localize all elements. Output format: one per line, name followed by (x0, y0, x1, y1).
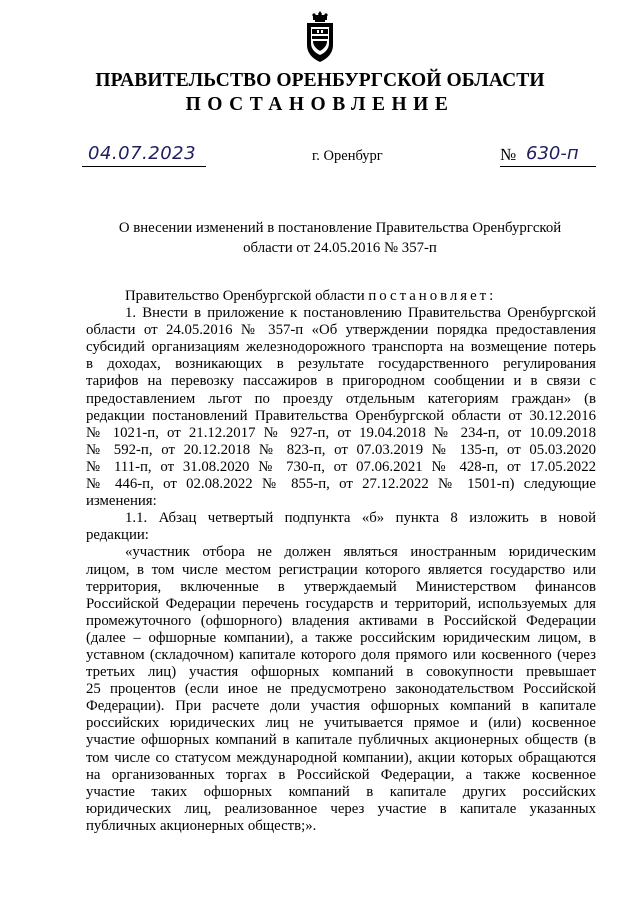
quote-line: третьих лиц) участия офшорных компаний в совокупности превышает (86, 664, 596, 681)
document-body (86, 288, 596, 835)
document-number: 630-п (526, 143, 579, 164)
preamble (86, 288, 596, 305)
document-date-field (82, 143, 206, 167)
quote-line: промежуточного (офшорного) владения активами в Российской Федерации (86, 612, 596, 629)
document-type-title: ПОСТАНОВЛЕНИЕ (185, 94, 455, 115)
paragraph-line: редакции постановлений Правительства Оренбургской области от 30.12.2016 (86, 407, 596, 424)
paragraph-line: тарифов на перевозку пассажиров в пригородном сообщении и в связи с (86, 373, 596, 390)
city-label: г. Оренбург (312, 148, 383, 164)
quote-line: Российской Федерации перечень государств и территорий, используемых для (86, 595, 596, 612)
paragraph-line: № 1021-п, от 21.12.2017 № 927-п, от 19.04.2018 № 234-п, от 10.09.2018 (86, 424, 596, 441)
quote-line: российских юридических лиц не учитывается прямое и (или) косвенное (86, 715, 596, 732)
quote-line: территория, включенные в утверждаемый Министерством финансов (86, 578, 596, 595)
paragraph-line: 1. Внести в приложение к постановлению Правительства Оренбургской (125, 305, 596, 322)
number-underline (500, 166, 596, 167)
quote-line: юридических лиц, реализованное через участие в капитале указанных (86, 800, 596, 817)
document-date: 04.07.2023 (88, 143, 197, 164)
paragraph-line: № 592-п, от 20.12.2018 № 823-п, от 07.03.2019 № 135-п, от 05.03.2020 (86, 441, 596, 458)
paragraph-line: № 111-п, от 31.08.2020 № 730-п, от 07.06.2021 № 428-п, от 17.05.2022 (86, 458, 596, 475)
date-underline (82, 166, 206, 167)
document-number-field (500, 143, 596, 167)
quote-line: уставном (складочном) капитале которого доля прямого или косвенного (через (86, 646, 596, 663)
paragraph-line: редакции: (86, 527, 149, 544)
quote-line: Федерации). При расчете доли участия офшорных компаний в капитале (86, 698, 596, 715)
paragraph-line: № 446-п, от 02.08.2022 № 855-п, от 27.12.2022 № 1501-п) следующие (86, 476, 596, 493)
quote-line: «участник отбора не должен являться иностранным юридическим (125, 544, 596, 561)
paragraph-line: 1.1. Абзац четвертый подпункта «б» пункта 8 изложить в новой (125, 510, 596, 527)
government-title: ПРАВИТЕЛЬСТВО ОРЕНБУРГСКОЙ ОБЛАСТИ (95, 70, 545, 91)
quote-line: на организованных торгах в Российской Федерации, а также косвенное (86, 766, 596, 783)
quote-line: (далее – офшорные компании), а также российским юридическим лицом, в (86, 629, 596, 646)
subject-line: области от 24.05.2016 № 357-п (243, 240, 437, 256)
paragraph-line: в доходах, возникающих в результате государственного регулирования (86, 356, 596, 373)
quote-line: участие таких офшорных компаний в капитале других российских (86, 783, 596, 800)
number-sign: № (500, 145, 517, 164)
preamble-verb: постановляет: (368, 288, 497, 304)
quote-line: том числе со статусом международной компании), акции которых обращаются (86, 749, 596, 766)
document-subject (90, 218, 590, 258)
paragraph-line: субсидий организациям железнодорожного транспорта на возмещение потерь (86, 339, 596, 356)
quote-line: публичных акционерных обществ;». (86, 817, 317, 834)
paragraph-line: области от 24.05.2016 № 357-п «Об утверждении порядка предоставления (86, 322, 596, 339)
paragraph-line: изменения: (86, 493, 157, 510)
subject-line: О внесении изменений в постановление Правительства Оренбургской (118, 220, 562, 236)
coat-of-arms-icon (303, 10, 337, 64)
quote-line: участие офшорных компаний в капитале публичных акционерных обществ (в (86, 732, 596, 749)
quote-line: лицом, в том числе местом регистрации которого является государство или (86, 561, 596, 578)
paragraph-line: предоставлением льгот по проезду отдельным категориям граждан» (в (86, 390, 596, 407)
quote-line: 25 процентов (если иное не предусмотрено законодательством Российской (86, 681, 596, 698)
preamble-text: Правительство Оренбургской области (125, 288, 365, 304)
